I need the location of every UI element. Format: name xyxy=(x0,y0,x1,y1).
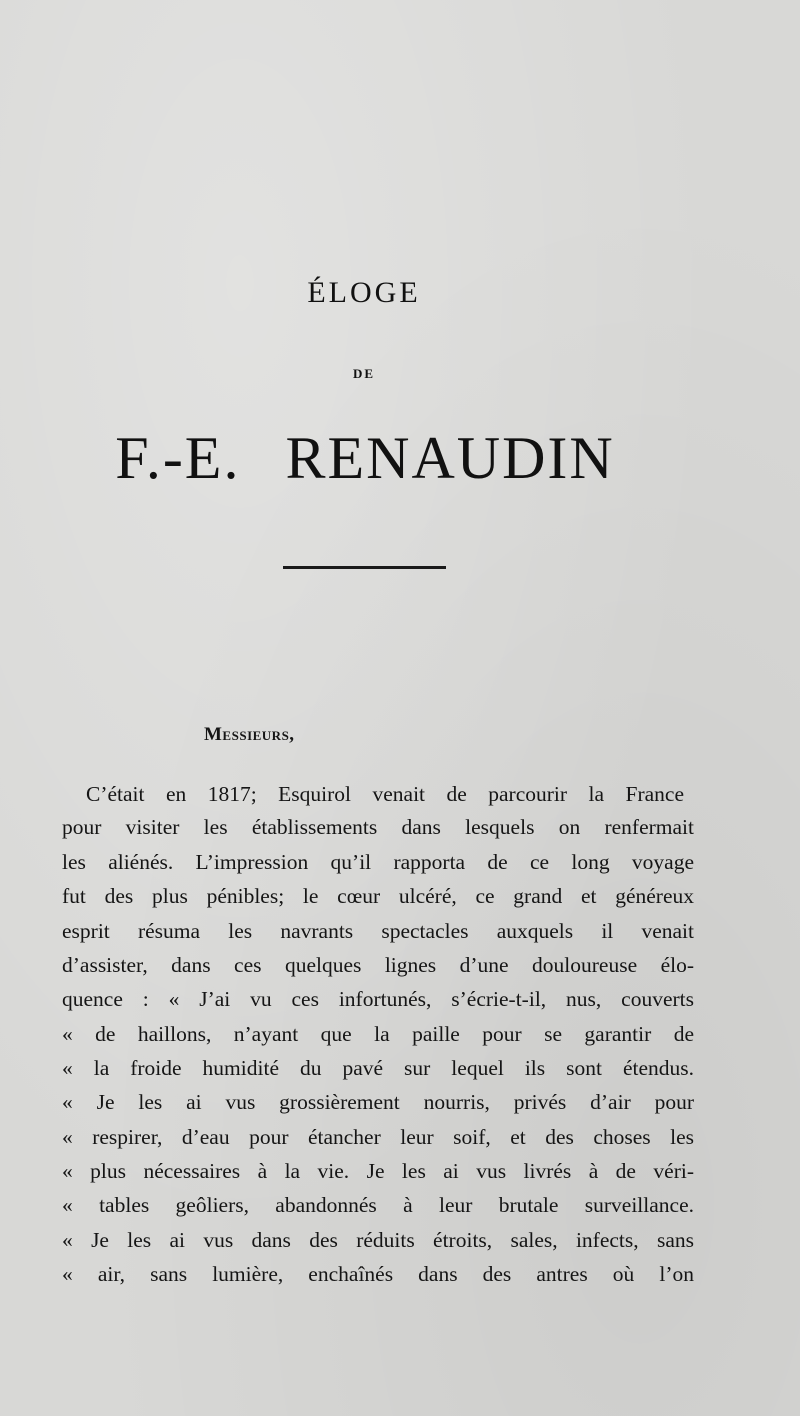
body-line: « la froide humidité du pavé sur lequel ils sont étendus. xyxy=(62,1056,694,1080)
body-line: « de haillons, n’ayant que la paille pour se garantir de xyxy=(62,1022,694,1046)
body-line: esprit résuma les navrants spectacles auxquels il venait xyxy=(62,919,694,943)
heading-eloge: ÉLOGE xyxy=(307,276,421,309)
body-line: pour visiter les établissements dans lesquels on renfermait xyxy=(62,815,694,839)
body-line: quence : « J’ai vu ces infortunés, s’écrie-t-il, nus, couverts xyxy=(62,987,694,1011)
body-line: « tables geôliers, abandonnés à leur brutale surveillance. xyxy=(62,1193,694,1217)
body-line: « respirer, d’eau pour étancher leur soif, et des choses les xyxy=(62,1125,694,1149)
heading-de: DE xyxy=(352,366,376,381)
salutation: Messieurs, xyxy=(204,724,295,745)
body-line: d’assister, dans ces quelques lignes d’une douloureuse élo- xyxy=(62,953,694,977)
title-rule xyxy=(283,566,446,569)
body-line: « plus nécessaires à la vie. Je les ai vus livrés à de véri- xyxy=(62,1159,694,1183)
body-line: fut des plus pénibles; le cœur ulcéré, ce grand et généreux xyxy=(62,884,694,908)
body-line: « Je les ai vus grossièrement nourris, privés d’air pour xyxy=(62,1090,694,1114)
heading-name: F.-E. RENAUDIN xyxy=(115,425,615,491)
body-line: les aliénés. L’impression qu’il rapporta de ce long voyage xyxy=(62,850,694,874)
body-line: « air, sans lumière, enchaînés dans des antres où l’on xyxy=(62,1262,694,1286)
body-line: « Je les ai vus dans des réduits étroits, sales, infects, sans xyxy=(62,1228,694,1252)
body-line: C’était en 1817; Esquirol venait de parcourir la France xyxy=(86,782,684,806)
